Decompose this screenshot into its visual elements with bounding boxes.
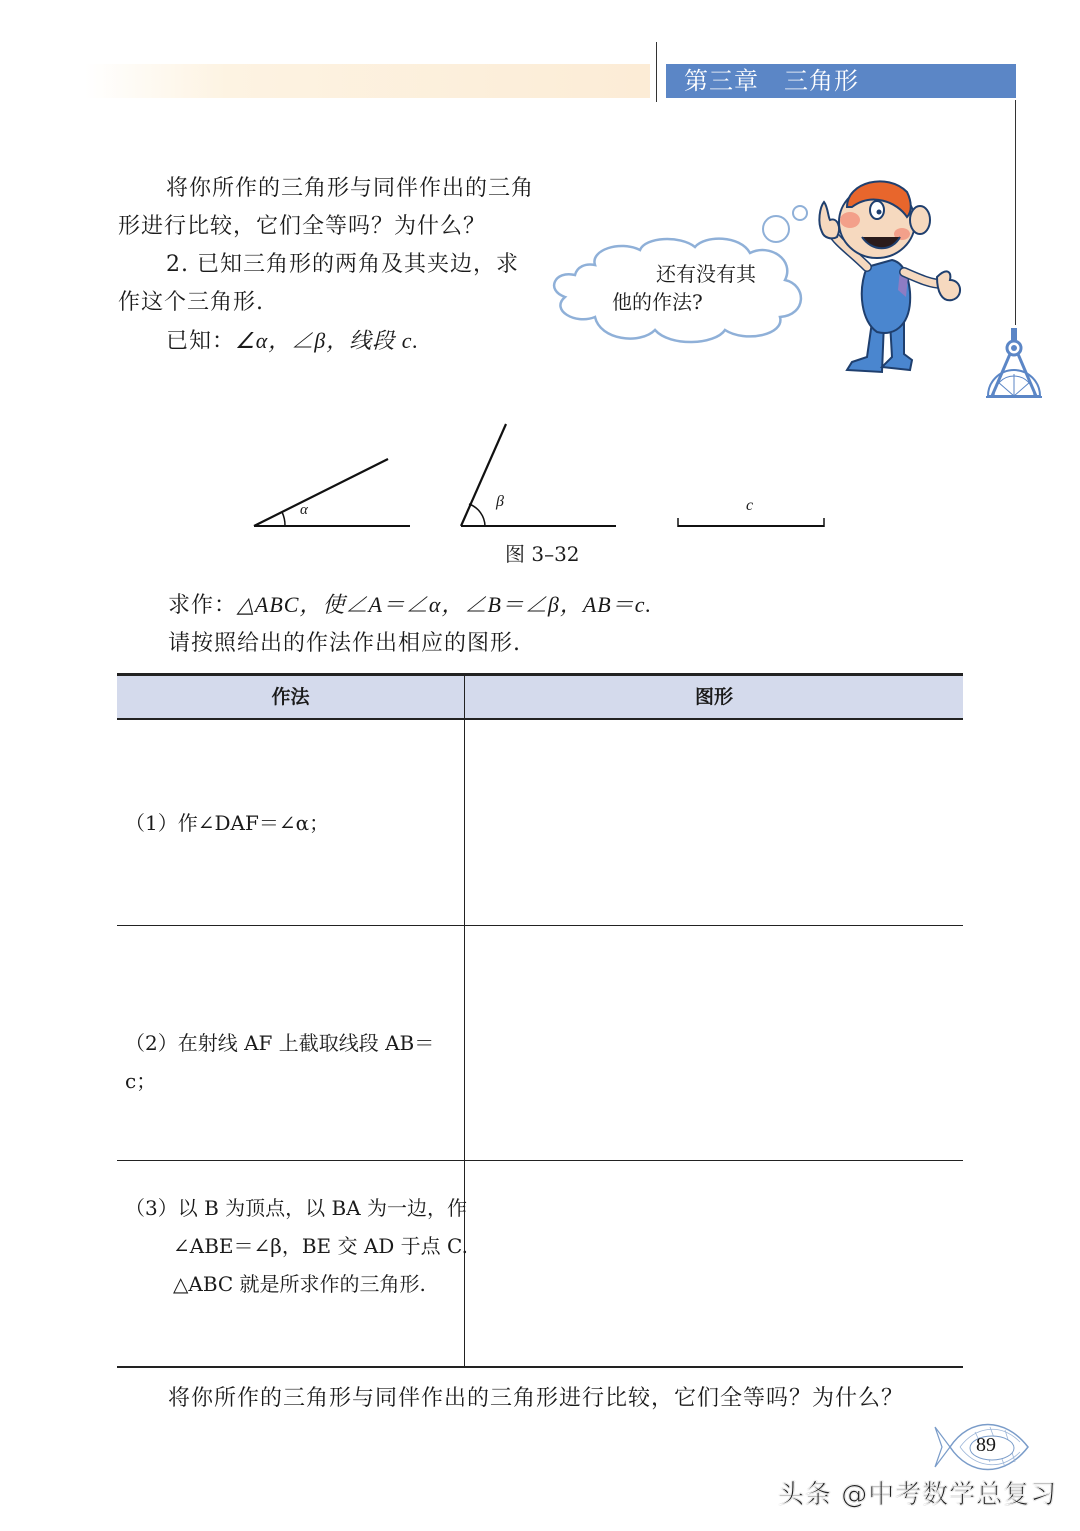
problem-statement: [118, 246, 538, 322]
construct-line: [168, 586, 868, 625]
alpha-label: α: [300, 502, 308, 518]
table-row-2-method: （2）在射线 AF 上截取线段 AB＝c；: [125, 1031, 435, 1093]
table-rule: [117, 1366, 963, 1368]
column-header-method: 作法: [271, 686, 310, 708]
header-decoration: [85, 64, 650, 98]
thought-line-1: 还有没有其: [656, 262, 756, 286]
construct-instruction: 请按照给出的作法作出相应的图形.: [168, 631, 521, 656]
figure-3-32: [240, 410, 840, 540]
thought-bubble-dot: [792, 205, 808, 221]
intro-text: [118, 170, 538, 361]
angle-alpha-drawing: [254, 459, 410, 526]
table-row-1-figure-area[interactable]: [465, 720, 963, 925]
cartoon-mascot-illustration: [812, 172, 967, 382]
segment-c-drawing: [678, 518, 824, 527]
compass-protractor-icon: [984, 326, 1044, 400]
closing-question: 将你所作的三角形与同伴作出的三角形进行比较，它们全等吗？为什么？: [168, 1386, 905, 1411]
construct-label: 求作：: [168, 593, 238, 618]
thought-line-2: 他的作法?: [612, 290, 703, 314]
page-number: 89: [976, 1434, 996, 1456]
header-divider: [656, 42, 657, 102]
given-label: 已知：: [166, 329, 236, 354]
table-row-2-figure-area[interactable]: [465, 926, 963, 1160]
compare-question: 将你所作的三角形与同伴作出的三角形进行比较，它们全等吗？为什么？: [118, 176, 535, 239]
construct-requirement: △ABC，使∠A＝∠α，∠B＝∠β，AB＝c.: [237, 592, 653, 617]
table-row-1-method: （1）作∠DAF＝∠α；: [125, 811, 330, 835]
angle-beta-drawing: [461, 424, 616, 526]
problem-number: 2.: [166, 252, 189, 277]
construct-text: [168, 586, 868, 663]
segment-c-label: c: [746, 497, 754, 514]
chapter-title: 第三章 三角形: [666, 64, 1016, 98]
table-row-3-figure-area[interactable]: [465, 1161, 963, 1366]
beta-label: β: [496, 493, 504, 510]
thought-bubble-text: [612, 260, 792, 316]
figure-caption: 图 3–32: [505, 542, 580, 566]
watermark: 头条 @中考数学总复习: [778, 1480, 1058, 1510]
table-row-3-method: （3）以 B 为顶点，以 BA 为一边，作∠ABE＝∠β，BE 交 AD 于点 C. △ABC 就是所求作的三角形.: [125, 1196, 468, 1296]
margin-line: [1015, 100, 1016, 325]
problem-text: 已知三角形的两角及其夹边，求作这个三角形.: [118, 252, 520, 315]
column-header-figure: 图形: [694, 686, 733, 708]
construction-table: [117, 673, 963, 1369]
given-items: ∠α，∠β，线段 c.: [235, 328, 420, 353]
given-line: [118, 322, 538, 361]
